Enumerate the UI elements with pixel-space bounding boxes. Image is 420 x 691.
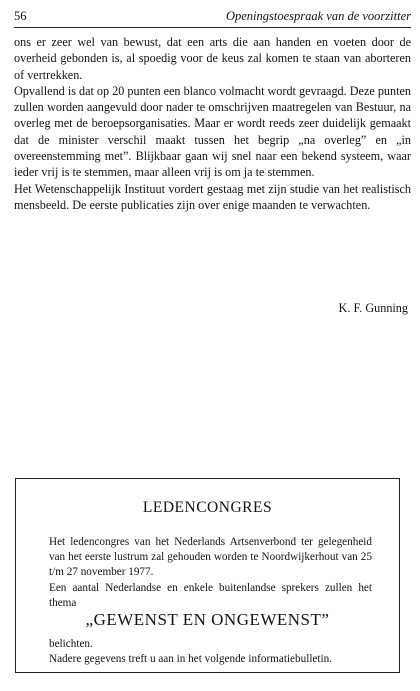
paragraph: Het Wetenschappelijk Instituut vordert gestaag met zijn studie van het realistisch mensbeeld. De eerste publicaties zijn over enige maanden te verwachten. <box>14 181 411 212</box>
notice-after-theme: belichten. <box>49 638 93 650</box>
congress-notice-box <box>15 478 400 673</box>
paragraph: ons er zeer wel van bewust, dat een arts die aan handen en voeten door de overheid gebonden is, al spoedig voor de keus zal komen te staan van aborteren of vertrekken. <box>14 35 411 82</box>
notice-paragraph <box>49 535 372 581</box>
signature: K. F. Gunning <box>338 301 408 315</box>
notice-paragraph <box>49 581 372 611</box>
notice-closing: Nadere gegevens treft u aan in het volgende informatiebulletin. <box>49 653 332 666</box>
notice-paragraph-1: Het ledencongres van het Nederlands Artsenverbond ter gelegenheid van het eerste lustrum zal gehouden worden te Noordwijkerhout van 25 t/m 27 november 1977. <box>49 536 372 579</box>
notice-paragraph-2: Een aantal Nederlandse en enkele buitenlandse sprekers zullen het thema <box>49 582 372 610</box>
notice-title: LEDENCONGRES <box>142 499 273 516</box>
running-header <box>14 7 411 28</box>
notice-paragraph <box>49 637 372 667</box>
paragraph: Opvallend is dat op 20 punten een blanco volmacht wordt gevraagd. Deze punten zullen worden aangevuld door nader te omschrijven maatregelen van Bestuur, na overleg met de beroepsorganisaties. Maar er wordt reeds zeer duidelijk gemaakt dat de minister verschil maakt tussen het begrip „na overleg” en „in overeenstemming met”. Blijkbaar gaan wij snel naar een bekend systeem, waar ieder vrij is te stemmen, maar alleen vrij is om ja te stemmen. <box>14 83 411 180</box>
notice-theme: „GEWENST EN ONGEWENST” <box>85 610 330 629</box>
running-title: Openingstoespraak van de voorzitter <box>225 9 411 23</box>
page-number: 56 <box>14 9 27 23</box>
body-text <box>14 34 411 213</box>
